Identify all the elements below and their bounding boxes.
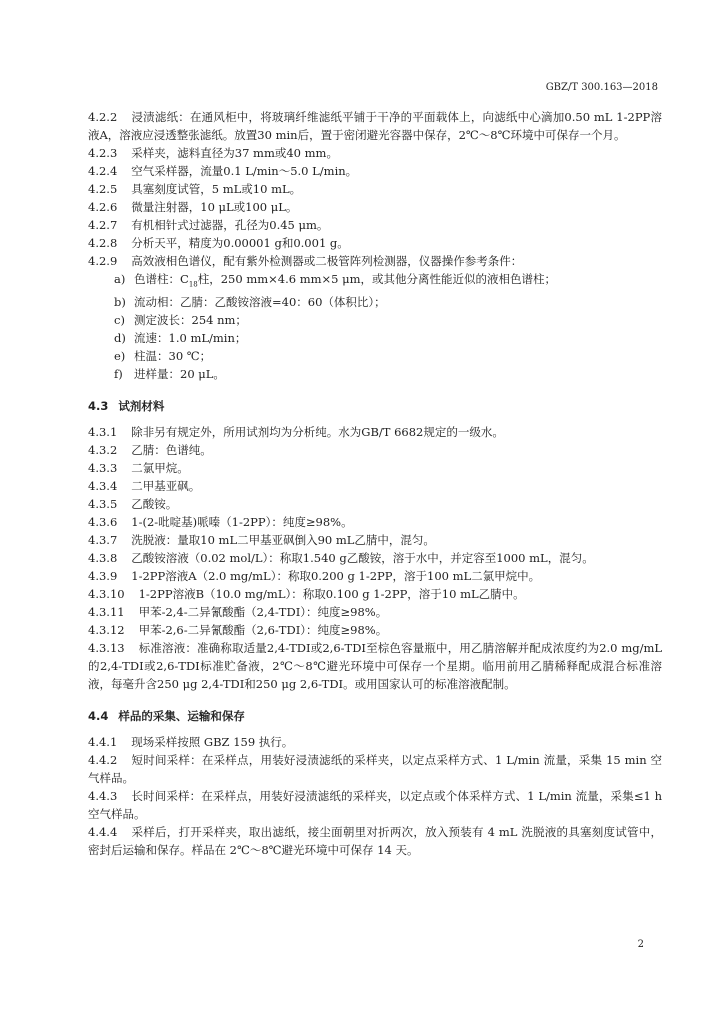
clause bbox=[88, 198, 662, 216]
condition-label: a) bbox=[114, 272, 126, 286]
clause-number: 4.4.1 bbox=[88, 735, 118, 750]
clause-text: 采样后，打开采样夹，取出滤纸，接尘面朝里对折两次，放入预装有 4 mL 洗脱液的具塞刻度试管中，密封后运输和保存。样品在 2℃～8℃避光环境中可保存 14 天。 bbox=[88, 825, 662, 858]
clause bbox=[88, 108, 662, 144]
page-number: 2 bbox=[637, 939, 644, 950]
clause-text: 长时间采样：在采样点，用装好浸渍滤纸的采样夹，以定点或个体采样方式、1 L/min 流量，采集≤1 h 空气样品。 bbox=[88, 789, 662, 822]
instrument-conditions bbox=[88, 270, 662, 383]
clause bbox=[88, 423, 662, 441]
clause bbox=[88, 144, 662, 162]
clause-number: 4.2.8 bbox=[88, 236, 118, 250]
clause bbox=[88, 639, 662, 693]
clause-text: 短时间采样：在采样点，用装好浸渍滤纸的采样夹，以定点采样方式、1 L/min 流量，采集 15 min 空气样品。 bbox=[88, 753, 662, 786]
condition-item bbox=[88, 270, 662, 293]
condition-text: 流速：1.0 mL/min； bbox=[134, 331, 247, 346]
condition-label: f) bbox=[114, 367, 123, 382]
clause-number: 4.3.4 bbox=[88, 479, 118, 494]
clause-number: 4.4.4 bbox=[88, 825, 118, 840]
clause-number: 4.2.9 bbox=[88, 254, 118, 268]
clause-number: 4.3.8 bbox=[88, 551, 118, 566]
condition-item bbox=[88, 329, 662, 347]
clause-number: 4.3.1 bbox=[88, 425, 118, 440]
condition-item bbox=[88, 365, 662, 383]
clause bbox=[88, 585, 662, 603]
clause-number: 4.3.13 bbox=[88, 641, 125, 656]
clause bbox=[88, 180, 662, 198]
section-number: 4.4 bbox=[88, 709, 109, 724]
clause-text: 乙腈：色谱纯。 bbox=[131, 443, 212, 458]
clause-number: 4.3.3 bbox=[88, 461, 118, 476]
clause-number: 4.2.2 bbox=[88, 110, 118, 124]
condition-label: c) bbox=[114, 313, 125, 328]
clause-text: 1-2PP溶液A（2.0 mg/mL）：称取0.200 g 1-2PP，溶于100 mL二氯甲烷中。 bbox=[131, 569, 541, 584]
clause bbox=[88, 234, 662, 252]
clause-number: 4.2.5 bbox=[88, 182, 118, 196]
condition-item bbox=[88, 347, 662, 365]
clause-text: 洗脱液：量取10 mL二甲基亚砜倒入90 mL乙腈中，混匀。 bbox=[131, 533, 435, 548]
clause bbox=[88, 513, 662, 531]
clause bbox=[88, 459, 662, 477]
section-title: 试剂材料 bbox=[118, 399, 165, 414]
section-number: 4.3 bbox=[88, 399, 109, 414]
clause-text: 甲苯-2,6-二异氰酸酯（2,6-TDI）：纯度≥98%。 bbox=[138, 623, 388, 638]
clause-number: 4.2.3 bbox=[88, 146, 118, 160]
clause-number: 4.2.7 bbox=[88, 218, 118, 232]
clause-text: 乙酸铵溶液（0.02 mol/L）：称取1.540 g乙酸铵，溶于水中，并定容至1000 mL，混匀。 bbox=[131, 551, 594, 566]
clause bbox=[88, 603, 662, 621]
clause-text: 标准溶液：准确称取适量2,4-TDI或2,6-TDI至棕色容量瓶中，用乙腈溶解并配成浓度约为2.0 mg/mL的2,4-TDI或2,6-TDI标准贮备液，2℃～8℃避光环境中可保存一个星期。临用前用乙腈稀释配成混合标准溶液，每毫升含250 μg 2,4-TDI和250 μg 2,6-TDI。或用国家认可的标准溶液配制。 bbox=[88, 641, 662, 692]
clause-number: 4.4.2 bbox=[88, 753, 118, 768]
clause-text: 采样夹，滤料直径为37 mm或40 mm。 bbox=[131, 146, 338, 160]
clause bbox=[88, 567, 662, 585]
clause bbox=[88, 751, 662, 787]
condition-text: 柱温：30 ℃； bbox=[134, 349, 212, 364]
standard-code: GBZ/T 300.163—2018 bbox=[545, 82, 658, 93]
clause-text: 乙酸铵。 bbox=[131, 497, 178, 512]
condition-label: e) bbox=[114, 349, 126, 364]
condition-text: 色谱柱：C bbox=[134, 272, 189, 286]
clause-text: 空气采样器，流量0.1 L/min～5.0 L/min。 bbox=[131, 164, 358, 178]
condition-text: 流动相：乙腈：乙酸铵溶液=40：60（体积比）； bbox=[134, 295, 386, 310]
clause bbox=[88, 477, 662, 495]
condition-text-cont: 柱，250 mm×4.6 mm×5 μm，或其他分离性能近似的液相色谱柱； bbox=[197, 272, 557, 286]
clause-text: 1-2PP溶液B（10.0 mg/mL）：称取0.100 g 1-2PP，溶于10 mL乙腈中。 bbox=[138, 587, 525, 602]
clause bbox=[88, 162, 662, 180]
clause-list-4-2 bbox=[88, 108, 662, 270]
clause bbox=[88, 495, 662, 513]
section-title: 样品的采集、运输和保存 bbox=[118, 709, 245, 724]
condition-label: b) bbox=[114, 295, 126, 310]
condition-item bbox=[88, 311, 662, 329]
clause-text: 1-(2-吡啶基)哌嗪（1-2PP）：纯度≥98%。 bbox=[131, 515, 353, 530]
clause-number: 4.4.3 bbox=[88, 789, 118, 804]
clause-text: 具塞刻度试管，5 mL或10 mL。 bbox=[131, 182, 302, 196]
clause-text: 除非另有规定外，所用试剂均为分析纯。水为GB/T 6682规定的一级水。 bbox=[131, 425, 504, 440]
clause-number: 4.3.5 bbox=[88, 497, 118, 512]
clause-number: 4.3.6 bbox=[88, 515, 118, 530]
clause-number: 4.3.7 bbox=[88, 533, 118, 548]
clause-number: 4.3.2 bbox=[88, 443, 118, 458]
clause-text: 有机相针式过滤器，孔径为0.45 μm。 bbox=[131, 218, 329, 232]
condition-text: 测定波长：254 nm； bbox=[134, 313, 247, 328]
clause bbox=[88, 733, 662, 751]
clause bbox=[88, 216, 662, 234]
clause bbox=[88, 621, 662, 639]
subscript: 18 bbox=[188, 280, 198, 289]
clause-text: 现场采样按照 GBZ 159 执行。 bbox=[131, 735, 294, 750]
document-body bbox=[88, 108, 662, 859]
section-heading-4-4 bbox=[88, 707, 662, 725]
clause bbox=[88, 823, 662, 859]
clause-number: 4.3.12 bbox=[88, 623, 125, 638]
clause-number: 4.2.6 bbox=[88, 200, 118, 214]
clause-list-4-4 bbox=[88, 733, 662, 859]
clause-list-4-3 bbox=[88, 423, 662, 693]
clause-text: 二氯甲烷。 bbox=[131, 461, 189, 476]
condition-text: 进样量：20 μL。 bbox=[134, 367, 225, 382]
clause-number: 4.3.9 bbox=[88, 569, 118, 584]
clause bbox=[88, 787, 662, 823]
clause bbox=[88, 531, 662, 549]
section-heading-4-3 bbox=[88, 397, 662, 415]
clause bbox=[88, 252, 662, 270]
clause bbox=[88, 549, 662, 567]
clause-number: 4.3.10 bbox=[88, 587, 125, 602]
clause-text: 二甲基亚砜。 bbox=[131, 479, 201, 494]
clause-text: 浸渍滤纸：在通风柜中，将玻璃纤维滤纸平铺于干净的平面载体上，向滤纸中心滴加0.50 mL 1-2PP溶液A，溶液应浸透整张滤纸。放置30 min后，置于密闭避光容器中保存，2℃～8℃环境中可保存一个月。 bbox=[88, 110, 662, 142]
clause-text: 甲苯-2,4-二异氰酸酯（2,4-TDI）：纯度≥98%。 bbox=[138, 605, 388, 620]
condition-label: d) bbox=[114, 331, 126, 346]
clause-text: 分析天平，精度为0.00001 g和0.001 g。 bbox=[131, 236, 349, 250]
clause-text: 微量注射器，10 μL或100 μL。 bbox=[131, 200, 298, 214]
condition-item bbox=[88, 293, 662, 311]
clause bbox=[88, 441, 662, 459]
clause-number: 4.2.4 bbox=[88, 164, 118, 178]
clause-number: 4.3.11 bbox=[88, 605, 125, 620]
clause-text: 高效液相色谱仪，配有紫外检测器或二极管阵列检测器，仪器操作参考条件： bbox=[131, 254, 523, 268]
